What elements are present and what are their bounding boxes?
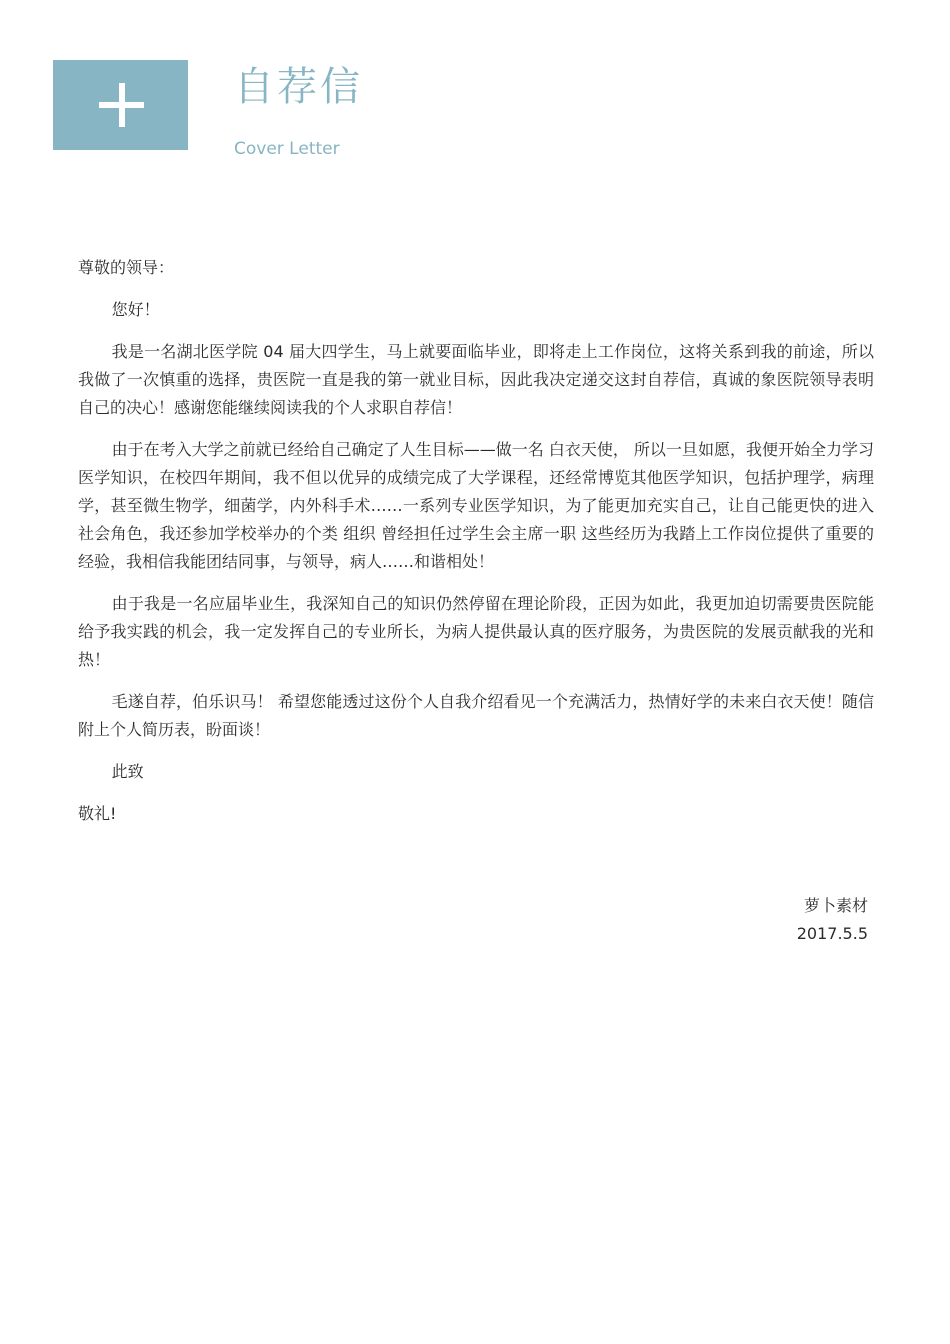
- letter-paragraph: 毛遂自荐，伯乐识马！ 希望您能透过这份个人自我介绍看见一个充满活力，热情好学的未来白衣天使！随信附上个人简历表，盼面谈！: [78, 692, 874, 739]
- logo-block: [53, 60, 188, 150]
- closing: 此致: [111, 762, 144, 781]
- greeting: 您好！: [111, 300, 160, 319]
- regards: 敬礼!: [78, 804, 117, 823]
- letter-paragraph: 由于我是一名应届毕业生，我深知自己的知识仍然停留在理论阶段，正因为如此，我更加迫切需要贵医院能给予我实践的机会，我一定发挥自己的专业所长，为病人提供最认真的医疗服务，为贵医院的发展贡献我的光和热！: [78, 594, 874, 669]
- letter-paragraph: 由于在考入大学之前就已经给自己确定了人生目标——做一名 白衣天使， 所以一旦如愿，我便开始全力学习医学知识，在校四年期间，我不但以优异的成绩完成了大学课程，还经常博览其他医学知识，包括护理学，病理学，甚至微生物学，细菌学，内外科手术……一系列专业医学知识，为了能更加充实自己，让自己能更快的进入社会角色，我还参加学校举办的个类 组织 曾经担任过学生会主席一职 这些经历为我踏上工作岗位提供了重要的经验，我相信我能团结同事，与领导，病人……和谐相处！: [78, 440, 874, 571]
- signature-date: 2017.5.5: [796, 924, 868, 943]
- signature-name: 萝卜素材: [803, 896, 868, 915]
- page-title: 自荐信: [234, 64, 363, 110]
- salutation: 尊敬的领导：: [78, 258, 175, 277]
- page-subtitle: Cover Letter: [234, 139, 340, 159]
- signature-block: [797, 892, 868, 948]
- letter-paragraph: 我是一名湖北医学院 04 届大四学生，马上就要面临毕业，即将走上工作岗位，这将关系到我的前途，所以我做了一次慎重的选择，贵医院一直是我的第一就业目标，因此我决定递交这封自荐信，真诚的象医院领导表明自己的决心！感谢您能继续阅读我的个人求职自荐信！: [78, 342, 874, 417]
- plus-icon-vertical: [119, 83, 125, 127]
- letter-body: [78, 254, 874, 842]
